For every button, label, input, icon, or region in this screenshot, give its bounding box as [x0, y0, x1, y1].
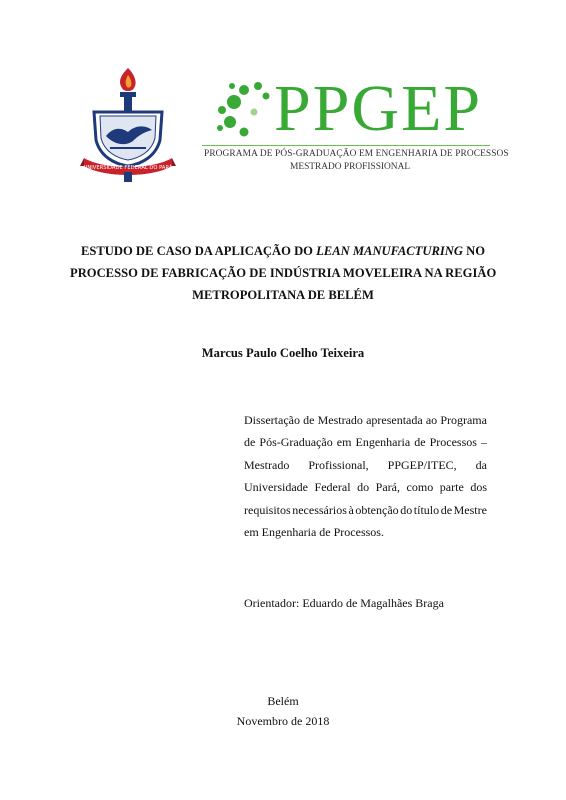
word: Mestre [453, 502, 487, 517]
word: dos [470, 480, 487, 495]
ppgep-divider [202, 145, 490, 146]
title-line-1 [70, 240, 496, 262]
word: em [336, 435, 352, 450]
word: apresentada [366, 413, 423, 427]
word: do [357, 480, 370, 495]
title-line-1-end: NO [462, 244, 486, 258]
seal-banner-text: UNIVERSIDADE FEDERAL DO PARÁ [83, 165, 173, 171]
ppgep-course-name: MESTRADO PROFISSIONAL [290, 162, 411, 172]
word: de [440, 502, 453, 517]
word: Dissertação [244, 413, 300, 427]
word: Universidade [244, 480, 308, 495]
ppgep-dots-icon [214, 80, 274, 142]
word: da [475, 457, 487, 472]
description-line [244, 499, 487, 521]
word: como [406, 480, 434, 495]
word: parte [439, 480, 464, 495]
word: Mestrado [244, 457, 290, 472]
word: de [244, 435, 256, 450]
title-italic-term: LEAN MANUFACTURING [316, 244, 463, 258]
word: PPGEP/ITEC, [387, 457, 457, 472]
word: do [400, 502, 413, 517]
description-line [244, 454, 487, 476]
advisor: Orientador: Eduardo de Magalhães Braga [244, 596, 444, 610]
word: de [414, 435, 426, 450]
word: Processos [429, 435, 477, 450]
word: necessários [292, 502, 347, 517]
word: Engenharia [355, 435, 411, 450]
word: Federal [314, 480, 351, 495]
ppgep-program-name: PROGRAMA DE PÓS-GRADUAÇÃO EM ENGENHARIA DE PROCESSOS [204, 149, 509, 159]
word: obtenção [355, 502, 399, 517]
title-line-2: PROCESSO DE FABRICAÇÃO DE INDÚSTRIA MOVELEIRA NA REGIÃO [70, 266, 497, 280]
word: título [413, 502, 440, 517]
author-name: Marcus Paulo Coelho Teixeira [201, 346, 365, 360]
word: Programa [440, 413, 487, 427]
ppgep-wordmark: PPGEP [274, 72, 483, 145]
date: Novembro de 2018 [236, 714, 330, 728]
word: Profissional, [308, 457, 369, 472]
ppgep-logo [202, 72, 509, 178]
word: Mestrado [317, 413, 363, 427]
title-line-1-start: ESTUDO DE CASO DA APLICAÇÃO DO [80, 244, 317, 258]
place: Belém [267, 694, 299, 708]
word: – [481, 435, 487, 450]
dissertation-description [244, 409, 487, 543]
description-line [244, 409, 487, 431]
word: requisitos [244, 502, 291, 517]
ufpa-seal-logo [80, 66, 176, 184]
word: à [348, 502, 354, 517]
word: Pará, [375, 480, 400, 495]
description-line [244, 431, 487, 453]
word: Pós-Graduação [259, 435, 333, 450]
description-last-line: em Engenharia de Processos. [244, 525, 384, 540]
word: de [303, 413, 315, 427]
description-line [244, 476, 487, 498]
title-line-3: METROPOLITANA DE BELÉM [192, 288, 374, 302]
word: ao [425, 413, 438, 427]
thesis-title [70, 240, 496, 306]
